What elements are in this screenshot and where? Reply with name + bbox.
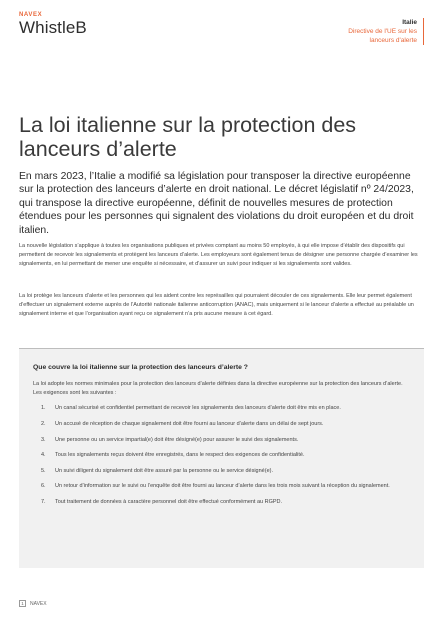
list-item-text: Un accusé de réception de chaque signalement doit être fourni au lanceur d’alerte dans un délai de sept jours. — [55, 421, 324, 427]
requirements-list — [33, 404, 410, 507]
section-label — [348, 18, 424, 45]
page-header — [19, 12, 424, 52]
body-paragraph-1: La nouvelle législation s’applique à toutes les organisations publiques et privées comptant au moins 50 employés, à qui elle impose d’établir des dispositifs qui permettent de recevoir les signalements et protègent les lanceurs d’alerte. Les employeurs sont également tenus de désigner une personne chargée d’examiner les signalements, en lui permettant de mener une enquête si nécessaire, et d’assurer un suivi pour indiquer si les signalements sont valides. — [19, 243, 418, 268]
list-item-number: 7. — [41, 498, 46, 505]
list-item-number: 2. — [41, 421, 46, 427]
list-item — [33, 451, 410, 460]
page-title: La loi italienne sur la protection des lanceurs d’alerte — [19, 113, 357, 161]
logo-main-text: WhistleB — [19, 18, 87, 37]
list-item — [33, 420, 410, 429]
box-intro: La loi adopte les normes minimales pour la protection des lanceurs d’alerte définies dans la directive européenne sur la protection des lanceurs d’alerte. Les exigences sont les suivantes : — [33, 381, 403, 397]
list-item-number: 5. — [41, 467, 46, 474]
page-number: 1 — [19, 600, 26, 607]
list-item — [33, 467, 410, 476]
section-subtitle: Directive de l'UE sur les lanceurs d'alerte — [348, 28, 417, 44]
body-paragraph-2: La loi protège les lanceurs d’alerte et les personnes qui les aident contre les représailles qui pourraient découler de ces signalements. Elle leur permet également d’effectuer un signalement externe auprès de l’Autorité nationale italienne anticorruption (ANAC), mais uniquement si le lanceur d’alerte a effectué au préalable un signalement interne et que l’organisation ayant reçu ce signalement n’a pris aucune mesure à cet égard. — [19, 293, 414, 318]
list-item — [33, 498, 410, 507]
list-item-number: 3. — [41, 436, 46, 443]
page-footer — [19, 600, 47, 607]
box-title: Que couvre la loi italienne sur la protection des lanceurs d’alerte ? — [33, 364, 248, 371]
list-item — [33, 482, 410, 491]
logo-top-text: NAVEX — [19, 12, 43, 18]
list-item — [33, 404, 410, 413]
list-item-number: 6. — [41, 483, 46, 490]
list-item-text: Un canal sécurisé et confidentiel permettant de recevoir les signalements des lanceurs d’alerte doit être mis en place. — [55, 405, 341, 412]
list-item-text: Un retour d’information sur le suivi ou l’enquête doit être fourni au lanceur d’alerte dans les trois mois suivant la réception du signalement. — [55, 483, 390, 490]
list-item-text: Un suivi diligent du signalement doit être assuré par la personne ou le service désigné(e). — [55, 467, 273, 474]
country-label: Italie — [402, 19, 417, 26]
list-item-number: 1. — [41, 405, 46, 412]
lead-paragraph: En mars 2023, l’Italie a modifié sa législation pour transposer la directive européenne sur la protection des lanceurs d’alerte en droit national. Le décret législatif nº 24/2023, qui transpose la directive européenne, définit de nouvelles mesures de protection étendues pour les personnes qui signalent des violations du droit européen et du droit italien. — [19, 171, 414, 236]
navex-whistleb-logo — [19, 12, 87, 36]
list-item-text: Tous les signalements reçus doivent être enregistrés, dans le respect des exigences de confidentialité. — [55, 452, 305, 459]
list-item-number: 4. — [41, 452, 46, 459]
list-item-text: Tout traitement de données à caractère personnel doit être effectué conformément au RGPD. — [55, 498, 283, 505]
requirements-box — [19, 348, 424, 568]
list-item — [33, 436, 410, 445]
footer-brand: NAVEX — [30, 600, 47, 607]
list-item-text: Une personne ou un service impartial(e) doit être désigné(e) pour assurer le suivi des signalements. — [55, 436, 299, 443]
